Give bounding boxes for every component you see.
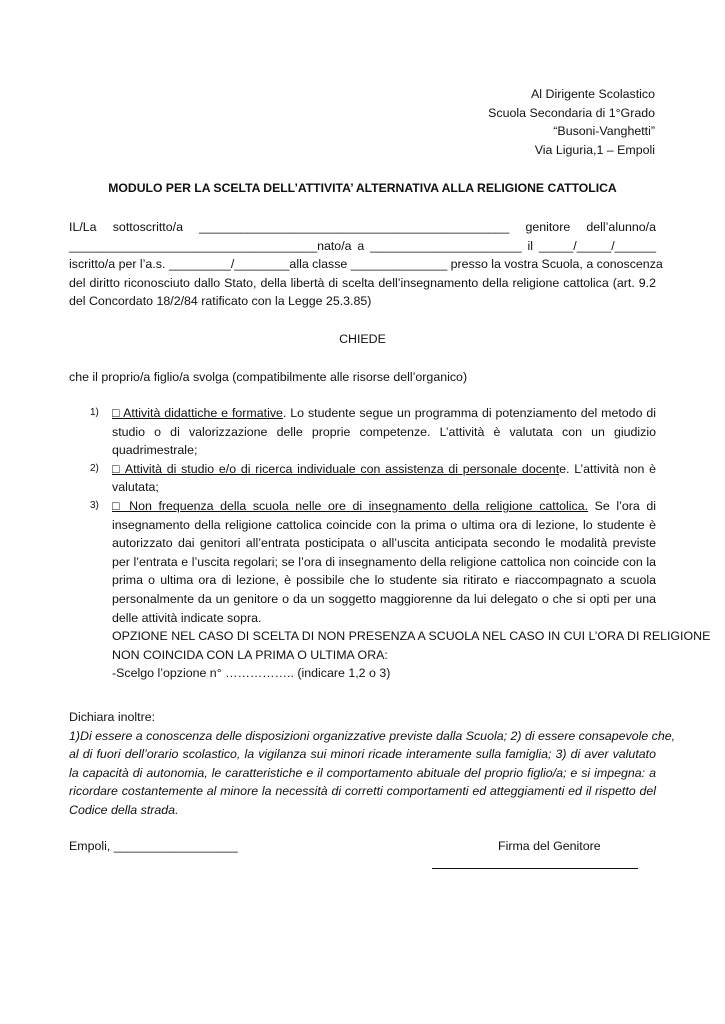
intro-line [69,218,656,237]
intro-block [69,218,663,311]
declaration-line: Codice della strada. [69,802,179,817]
request-text: che il proprio/a figlio/a svolga (compatibilmente alle risorse dell’organico) [69,370,468,384]
declaration-line: la capacità di autonomia, le caratteristiche e il comportamento abituale del proprio figlio/a; e si impegna: a [69,765,656,780]
option-title[interactable]: □ Attività di studio e/o di ricerca individuale con assistenza di personale docent [112,461,560,476]
option-text: e. L’attività non è [559,461,657,476]
option-title[interactable]: □ Attività didattiche e formative [112,406,283,420]
option-number: 2) [90,462,99,474]
declaration-line: ricordare costantemente al minore la necessità di corretti comportamenti ed atteggiamenti ed il rispetto del [69,784,656,799]
intro-word: IL/La [69,220,97,234]
recipient-block [488,85,655,160]
request-heading: CHIEDE [339,332,386,346]
option-line: autorizzato dai genitori all’entrata posticipata o all’uscita anticipata secondo le modalità previste [112,536,656,551]
intro-line: del Concordato 18/2/84 ratificato con la Legge 25.3.85) [69,294,372,309]
options-list [69,404,711,683]
intro-word: genitore [525,220,571,234]
option-text: . Lo studente segue un programma di potenziamento del metodo di [282,406,656,420]
option-line: delle attività indicate sopra. [112,610,262,625]
option-item [69,404,656,460]
intro-line: del diritto riconosciuto dallo Stato, della libertà di scelta dell’insegnamento della religione cattolica (art. 9.2 [69,275,656,290]
signature-label: Firma del Genitore [498,839,601,853]
option-line: prima o ultima ora di lezione, è possibile che lo studente sia ritirato e riaccompagnato a scuola [112,573,656,588]
option-choice-line[interactable]: -Scelgo l’opzione n° …………….. (indicare 1,2 o 3) [112,666,391,681]
recipient-line: Scuola Secondaria di 1°Grado [488,105,655,120]
place-date-field[interactable]: Empoli, __________________ [69,839,238,853]
option-line: NON COINCIDA CON LA PRIMA O ULTIMA ORA: [112,647,388,662]
option-number: 3) [90,499,99,511]
option-line: OPZIONE NEL CASO DI SCELTA DI NON PRESENZA A SCUOLA NEL CASO IN CUI L’ORA DI RELIGIONE [112,629,711,644]
declaration-heading: Dichiara inoltre: [69,710,156,724]
option-line: valutata; [112,480,159,495]
option-line[interactable] [112,460,656,479]
option-number: 1) [90,407,99,418]
option-item [69,460,656,497]
signature-line[interactable] [432,858,638,869]
recipient-line: Al Dirigente Scolastico [531,87,655,101]
form-title: MODULO PER LA SCELTA DELL’ATTIVITA’ ALTERNATIVA ALLA RELIGIONE CATTOLICA [108,181,617,195]
option-item [69,497,711,683]
option-line: studio o di valorizzazione delle proprie competenze. L’attività è valutata con un giudizio [112,424,656,439]
declaration-line: 1)Di essere a conoscenza delle disposizioni organizzative previste dalla Scuola; 2) di essere consapevole che, [69,728,676,743]
option-text: Se l’ora di [588,498,656,513]
intro-line[interactable]: iscritto/a per l’a.s. _________/________alla classe ______________ presso la vostra Scuola, a conoscenza [69,257,663,272]
option-line[interactable] [112,497,656,516]
option-line: personalmente da un genitore o da un soggetto maggiorenne da lui delegato o che si opti per una [112,591,656,606]
declaration-block [69,708,676,820]
option-line: quadrimestrale; [112,443,198,458]
option-title[interactable]: □ Non frequenza della scuola nelle ore di insegnamento della religione cattolica. [112,498,589,513]
option-line[interactable] [112,404,656,423]
intro-word: sottoscritto/a [112,220,183,234]
intro-line[interactable]: ____________________________________nato/a a ______________________ il _____/_____/______ [69,238,656,253]
intro-word: dell’alunno/a [586,220,656,234]
recipient-line: Via Liguria,1 – Empoli [534,143,655,158]
option-line: per l’entrata e l’uscita regolari; se l’ora di insegnamento della religione cattolica non coincide con la [112,554,656,569]
recipient-line: “Busoni-Vanghetti” [553,124,655,139]
declaration-line: al di fuori dell’orario scolastico, la vigilanza sui minori ricade interamente sulla famiglia; 3) di aver valutato [69,747,656,762]
option-line: insegnamento della religione cattolica coincide con la prima o ultima ora di lezione, lo studente è [112,517,656,532]
name-blank[interactable]: _____________________________________________ [199,220,510,234]
